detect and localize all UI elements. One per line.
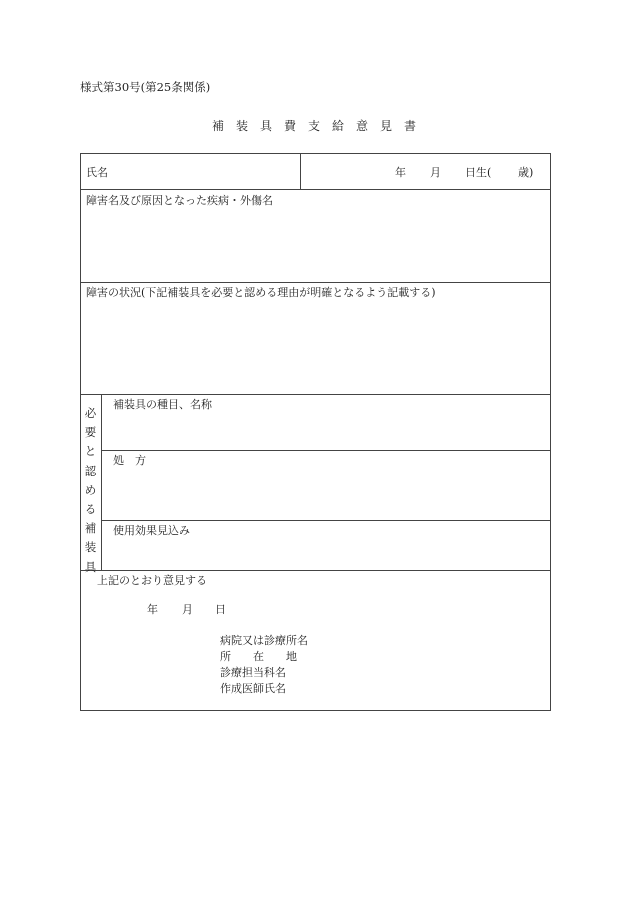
row-divider	[80, 570, 551, 571]
device-type-label: 補装具の種目、名称	[113, 398, 212, 411]
row-divider	[101, 520, 551, 521]
form-number: 様式第30号(第25条関係)	[80, 80, 211, 94]
name-label: 氏名	[86, 166, 108, 179]
row-divider	[101, 450, 551, 451]
birth-year-label: 年	[395, 166, 406, 179]
prescription-label: 処 方	[113, 454, 146, 467]
opinion-form-table	[80, 153, 551, 711]
column-divider	[101, 394, 102, 570]
disability-name-label: 障害名及び原因となった疾病・外傷名	[86, 194, 273, 207]
disability-status-label: 障害の状況(下記補装具を必要と認める理由が明確となるよう記載する)	[86, 286, 436, 299]
row-divider	[80, 189, 551, 190]
page-title: 補装具費支給意見書	[211, 119, 428, 133]
doctor-name-label: 作成医師氏名	[220, 682, 286, 695]
hospital-name-label: 病院又は診療所名	[220, 634, 308, 647]
expected-effect-label: 使用効果見込み	[113, 524, 190, 537]
required-device-side-label: 必 要 と 認 め る 補 装 具	[84, 406, 97, 574]
date-day-label: 日	[215, 603, 226, 616]
department-label: 診療担当科名	[220, 666, 286, 679]
age-label: 歳)	[518, 166, 534, 179]
opinion-statement: 上記のとおり意見する	[97, 574, 207, 587]
date-month-label: 月	[182, 603, 193, 616]
column-divider	[300, 153, 301, 189]
date-year-label: 年	[147, 603, 158, 616]
birth-month-label: 月	[430, 166, 441, 179]
location-label: 所 在 地	[220, 650, 297, 663]
row-divider	[80, 282, 551, 283]
row-divider	[80, 394, 551, 395]
birth-day-label: 日生(	[465, 166, 492, 179]
